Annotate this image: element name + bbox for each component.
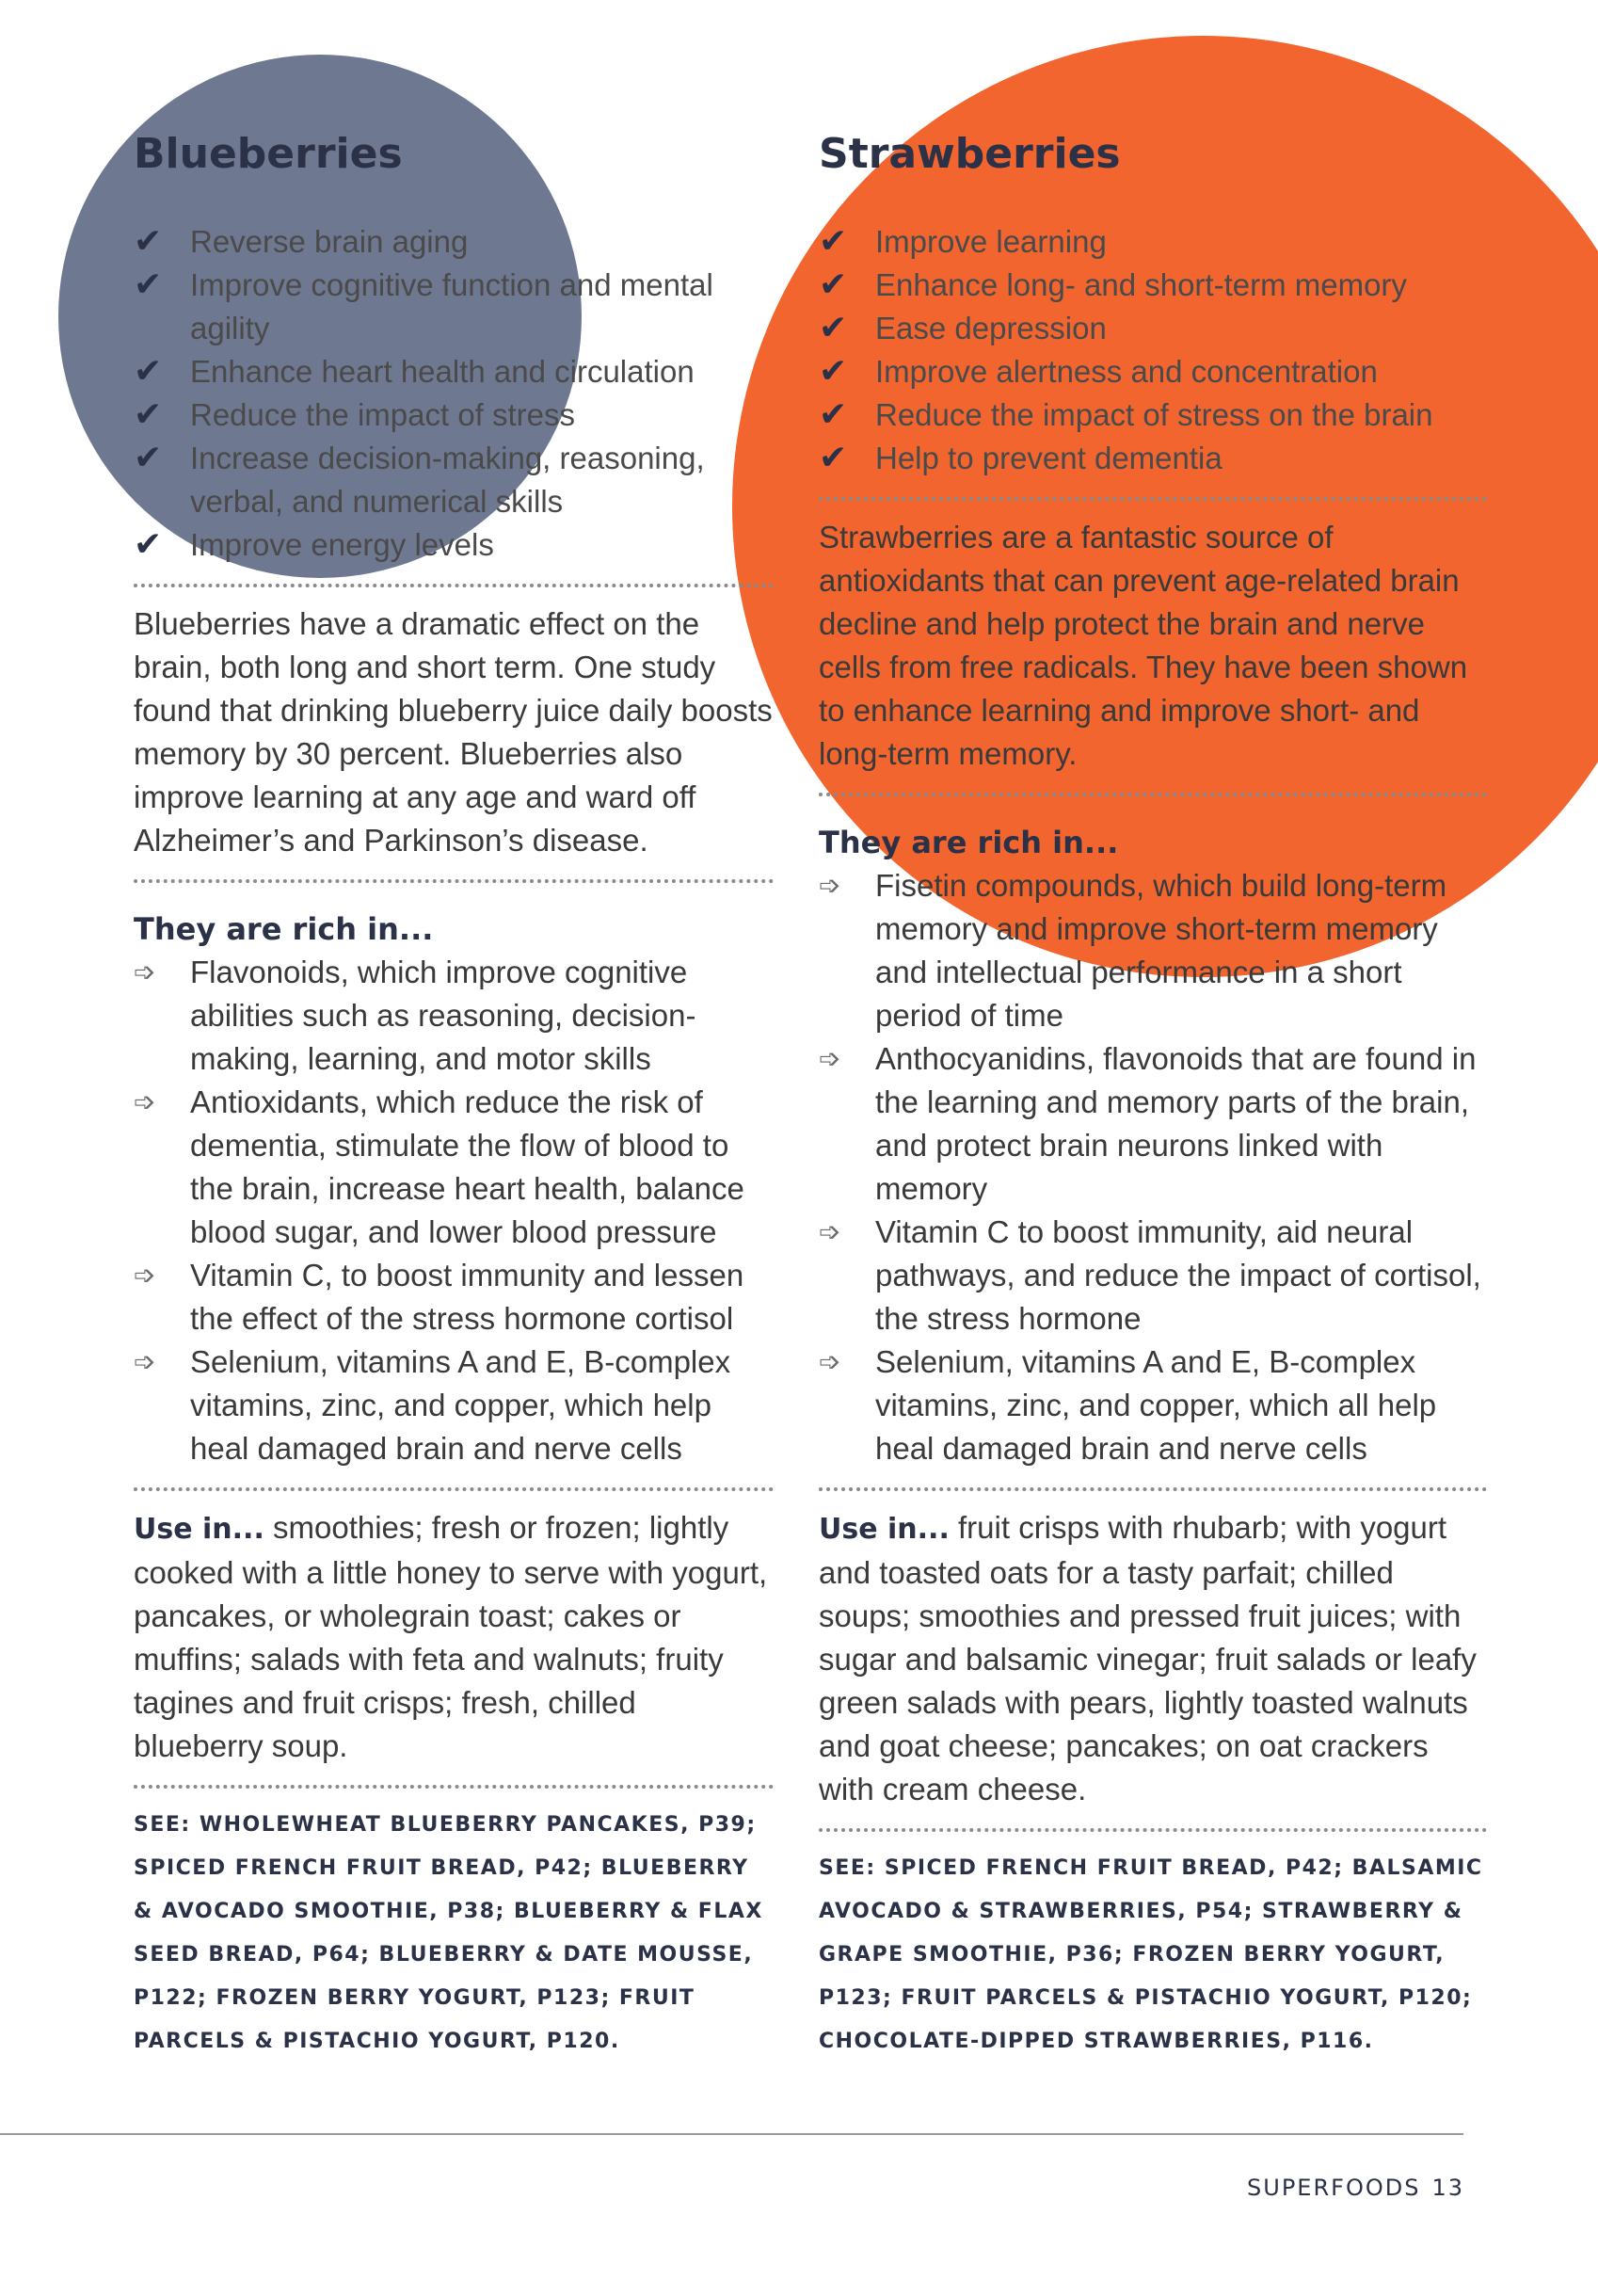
arrow-icon: ➩ xyxy=(134,1260,156,1291)
arrow-icon: ➩ xyxy=(819,1043,841,1074)
list-item: ✔ Reduce the impact of stress xyxy=(134,393,774,437)
list-item: ✔ Reduce the impact of stress on the brain xyxy=(819,393,1487,437)
list-item: ➩ Fisetin compounds, which build long-term memory and improve short-term memory and intellectual performance in a short period of time xyxy=(819,864,1487,1037)
page-footer-rule xyxy=(0,2133,1463,2135)
list-item: ➩ Selenium, vitamins A and E, B-complex vitamins, zinc, and copper, which help heal damaged brain and nerve cells xyxy=(134,1341,774,1470)
dotted-divider xyxy=(819,793,1487,796)
blueberries-see-also: SEE: WHOLEWHEAT BLUEBERRY PANCAKES, P39; SPICED FRENCH FRUIT BREAD, P42; BLUEBERRY & AVOCADO SMOOTHIE, P38; BLUEBERRY & FLAX SEED BREAD, P64; BLUEBERRY & DATE MOUSSE, P122; FROZEN BERRY YOGURT, P123; FRUIT PARCELS & PISTACHIO YOGURT, P120. xyxy=(134,1813,763,2053)
check-icon: ✔ xyxy=(819,352,848,391)
dotted-divider xyxy=(819,1487,1487,1491)
strawberries-description: Strawberries are a fantastic source of antioxidants that can prevent age-related brain decline and help protect the brain and nerve cells from free radicals. They have been shown to enhance learning and improve short- and long-term memory. xyxy=(819,520,1468,771)
dotted-divider xyxy=(134,584,774,587)
check-icon: ✔ xyxy=(134,265,163,304)
strawberries-see-also: SEE: SPICED FRENCH FRUIT BREAD, P42; BALSAMIC AVOCADO & STRAWBERRIES, P54; STRAWBERRY & GRAPE SMOOTHIE, P36; FROZEN BERRY YOGURT, P123; FRUIT PARCELS & PISTACHIO YOGURT, P120; CHOCOLATE-DIPPED STRAWBERRIES, P116. xyxy=(819,1856,1483,2053)
section-name: SUPERFOODS xyxy=(1247,2175,1421,2201)
blueberries-description: Blueberries have a dramatic effect on the brain, both long and short term. One study found that drinking blueberry juice daily boosts memory by 30 percent. Blueberries also improve learning at any age and ward off Alzheimer’s and Parkinson’s disease. xyxy=(134,606,773,858)
list-item: ✔ Enhance heart health and circulation xyxy=(134,350,774,393)
list-item: ✔ Increase decision-making, reasoning, verbal, and numerical skills xyxy=(134,439,705,519)
list-item: ✔ Enhance long- and short-term memory xyxy=(819,264,1487,307)
list-item: ✔ Improve energy levels xyxy=(134,523,774,567)
check-icon: ✔ xyxy=(819,439,848,477)
use-label: Use in... xyxy=(134,1513,264,1546)
blueberries-benefits xyxy=(134,220,774,567)
page-number: 13 xyxy=(1431,2175,1464,2201)
dotted-divider xyxy=(134,879,774,883)
check-icon: ✔ xyxy=(134,222,163,261)
use-text: fruit crisps with rhubarb; with yogurt and toasted oats for a tasty parfait; chilled soups; smoothies and pressed fruit juices; with sugar and balsamic vinegar; fruit salads or leafy green salads with pears, lightly toasted walnuts and goat cheese; pancakes; on oat crackers with cream cheese. xyxy=(819,1510,1477,1806)
list-item: ✔ Improve cognitive function and mental agility xyxy=(134,265,713,345)
list-item: ➩ Vitamin C to boost immunity, aid neural pathways, and reduce the impact of cortisol, the stress hormone xyxy=(819,1211,1487,1341)
check-icon: ✔ xyxy=(819,309,848,347)
dotted-divider xyxy=(134,1785,774,1789)
arrow-icon: ➩ xyxy=(134,1346,156,1377)
list-item: ✔ Improve alertness and concentration xyxy=(819,350,1487,393)
check-icon: ✔ xyxy=(819,222,848,261)
strawberries-rich-title: They are rich in... xyxy=(819,825,1119,860)
use-text: smoothies; fresh or frozen; lightly cooked with a little honey to serve with yogurt, pancakes, or wholegrain toast; cakes or muffins; salads with feta and walnuts; fruity tagines and fruit crisps; fresh, chilled blueberry soup. xyxy=(134,1510,768,1763)
list-item: ✔ Help to prevent dementia xyxy=(819,437,1487,480)
list-item: ✔ Ease depression xyxy=(819,307,1487,350)
list-item: ➩ Flavonoids, which improve cognitive abilities such as reasoning, decision-making, learning, and motor skills xyxy=(134,951,774,1081)
blueberries-title: Blueberries xyxy=(134,130,403,178)
blueberries-rich-title: They are rich in... xyxy=(134,911,434,947)
arrow-icon: ➩ xyxy=(134,956,156,987)
list-item: ➩ Anthocyanidins, flavonoids that are found in the learning and memory parts of the brain, and protect brain neurons linked with memory xyxy=(819,1037,1487,1211)
dotted-divider xyxy=(134,1487,774,1491)
list-item: ➩ Selenium, vitamins A and E, B-complex vitamins, zinc, and copper, which all help heal damaged brain and nerve cells xyxy=(819,1341,1487,1470)
list-item: ➩ Antioxidants, which reduce the risk of dementia, stimulate the flow of blood to the brain, increase heart health, balance blood sugar, and lower blood pressure xyxy=(134,1081,774,1254)
blueberries-rich-list xyxy=(134,951,774,1470)
check-icon: ✔ xyxy=(134,439,163,477)
strawberries-benefits xyxy=(819,220,1487,480)
dotted-divider xyxy=(819,1828,1487,1832)
list-item: ➩ Vitamin C, to boost immunity and lessen the effect of the stress hormone cortisol xyxy=(134,1254,774,1341)
strawberries-column xyxy=(819,132,1487,2063)
use-label: Use in... xyxy=(819,1513,950,1546)
strawberries-rich-list xyxy=(819,864,1487,1470)
blueberries-column xyxy=(134,132,774,2063)
check-icon: ✔ xyxy=(819,395,848,434)
arrow-icon: ➩ xyxy=(819,1216,841,1247)
check-icon: ✔ xyxy=(134,525,163,564)
list-item: ✔ Reverse brain aging xyxy=(134,220,774,264)
check-icon: ✔ xyxy=(134,395,163,434)
arrow-icon: ➩ xyxy=(134,1086,156,1117)
page-footer xyxy=(1247,2175,1464,2201)
check-icon: ✔ xyxy=(134,352,163,391)
strawberries-use xyxy=(819,1506,1487,1811)
dotted-divider xyxy=(819,497,1487,501)
arrow-icon: ➩ xyxy=(819,1346,841,1377)
arrow-icon: ➩ xyxy=(819,870,841,901)
check-icon: ✔ xyxy=(819,265,848,304)
list-item: ✔ Improve learning xyxy=(819,220,1487,264)
blueberries-use xyxy=(134,1506,774,1768)
strawberries-title: Strawberries xyxy=(819,130,1121,178)
